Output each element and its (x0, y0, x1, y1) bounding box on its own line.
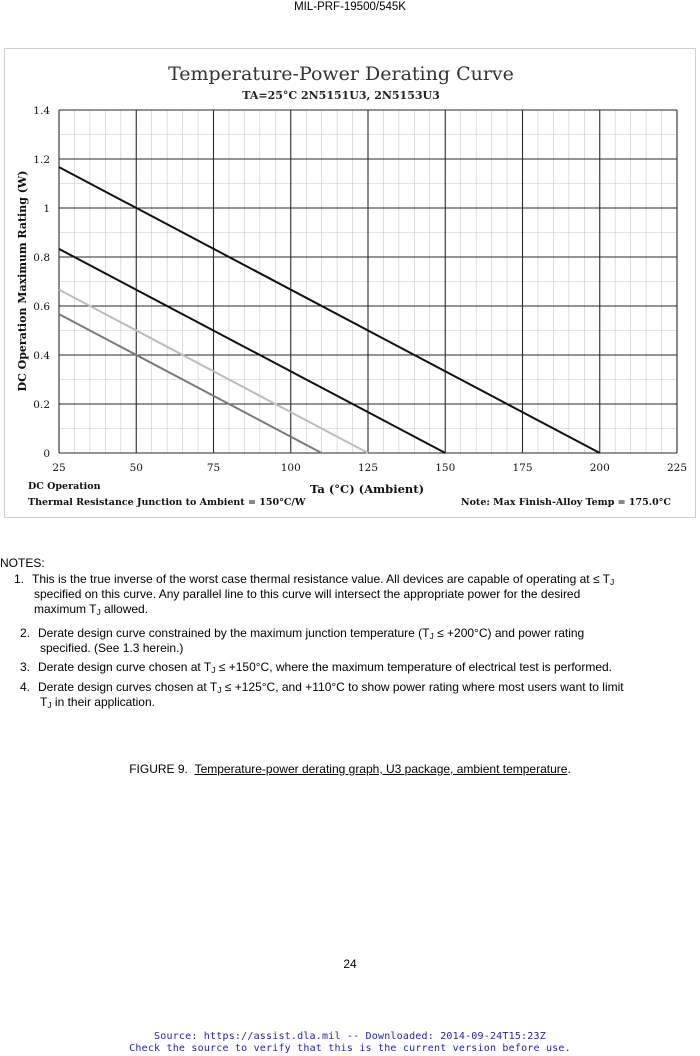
series-line (59, 249, 445, 453)
y-tick-label: 1.4 (33, 105, 50, 117)
y-tick-label: 0.8 (33, 252, 50, 264)
note-text: This is the true inverse of the worst case thermal resistance value. All devices are capable of operating at ≤ T (32, 572, 610, 586)
note-number: 1. (14, 572, 25, 586)
subscript: J (47, 700, 52, 710)
x-tick-label: 100 (280, 462, 301, 474)
derating-chart-svg (5, 49, 697, 519)
note-text: specified. (See 1.3 herein.) (40, 641, 184, 655)
figure-title: Temperature-power derating graph, U3 package, ambient temperature (194, 762, 568, 776)
x-tick-label: 175 (512, 462, 533, 474)
x-axis-label: Ta (°C) (Ambient) (309, 482, 425, 496)
x-tick-label: 225 (666, 462, 688, 474)
subscript: J (429, 631, 434, 641)
note-text: ≤ +150°C, where the maximum temperature of electrical test is performed. (215, 660, 613, 674)
note-number: 3. (20, 660, 31, 674)
note-text: ≤ +200°C) and power rating (433, 626, 585, 640)
subscript: J (610, 577, 615, 587)
y-tick-label: 0.6 (33, 301, 50, 313)
series-lines (59, 167, 600, 453)
x-tick-labels (52, 462, 687, 474)
y-axis-label: DC Operation Maximum Rating (W) (16, 170, 29, 392)
chart-subtitle: TA=25°C 2N5151U3, 2N5153U3 (242, 89, 440, 102)
note-2 (20, 626, 584, 656)
derating-chart (4, 48, 696, 518)
note-text: T (40, 695, 48, 709)
note-text: ≤ +125°C, and +110°C to show power rating where most users want to limit (221, 680, 624, 694)
note-3 (20, 660, 612, 675)
note-text: Derate design curve constrained by the maximum junction temperature (T (38, 626, 430, 640)
notes-heading: NOTES: (0, 556, 45, 570)
note-text: specified on this curve. Any parallel line to this curve will intersect the appropriate power for the desired (34, 587, 581, 601)
note-text: allowed. (100, 602, 149, 616)
x-tick-label: 25 (52, 462, 66, 474)
y-tick-label: 0.4 (33, 350, 50, 362)
x-tick-label: 150 (435, 462, 456, 474)
figure-label: FIGURE 9. (129, 762, 188, 776)
subscript: J (96, 607, 101, 617)
subscript: J (217, 685, 222, 695)
x-tick-label: 50 (129, 462, 143, 474)
y-tick-labels (33, 105, 50, 460)
x-tick-label: 125 (357, 462, 379, 474)
y-tick-label: 0 (43, 448, 50, 460)
note-text: in their application. (51, 695, 155, 709)
thermal-resistance-label: Thermal Resistance Junction to Ambient = 150°C/W (28, 497, 306, 508)
note-number: 4. (20, 680, 31, 694)
note-text: maximum T (34, 602, 97, 616)
subscript: J (211, 665, 216, 675)
dc-operation-label: DC Operation (28, 481, 101, 492)
page-number: 24 (343, 957, 357, 971)
y-tick-label: 1.2 (33, 154, 50, 166)
x-tick-label: 200 (589, 462, 610, 474)
spec-number-header: MIL-PRF-19500/545K (294, 1, 406, 13)
series-line (59, 314, 322, 453)
y-tick-label: 1 (43, 203, 50, 215)
figure-caption-end: . (567, 762, 571, 776)
note-4 (20, 680, 624, 710)
chart-title: Temperature-Power Derating Curve (168, 63, 514, 85)
source-verify-line: Check the source to verify that this is the current version before use. (129, 1043, 571, 1054)
note-text: Derate design curve chosen at T (38, 660, 212, 674)
y-tick-label: 0.2 (33, 399, 50, 411)
figure-caption (0, 762, 700, 776)
note-text: Derate design curves chosen at T (38, 680, 218, 694)
note-1 (14, 572, 614, 617)
source-footer (0, 1031, 700, 1055)
x-tick-label: 75 (206, 462, 221, 474)
note-number: 2. (20, 626, 31, 640)
series-line (59, 167, 600, 453)
finish-alloy-note: Note: Max Finish-Alloy Temp = 175.0°C (460, 497, 671, 508)
source-line: Source: https://assist.dla.mil -- Downloaded: 2014-09-24T15:23Z (154, 1031, 546, 1042)
